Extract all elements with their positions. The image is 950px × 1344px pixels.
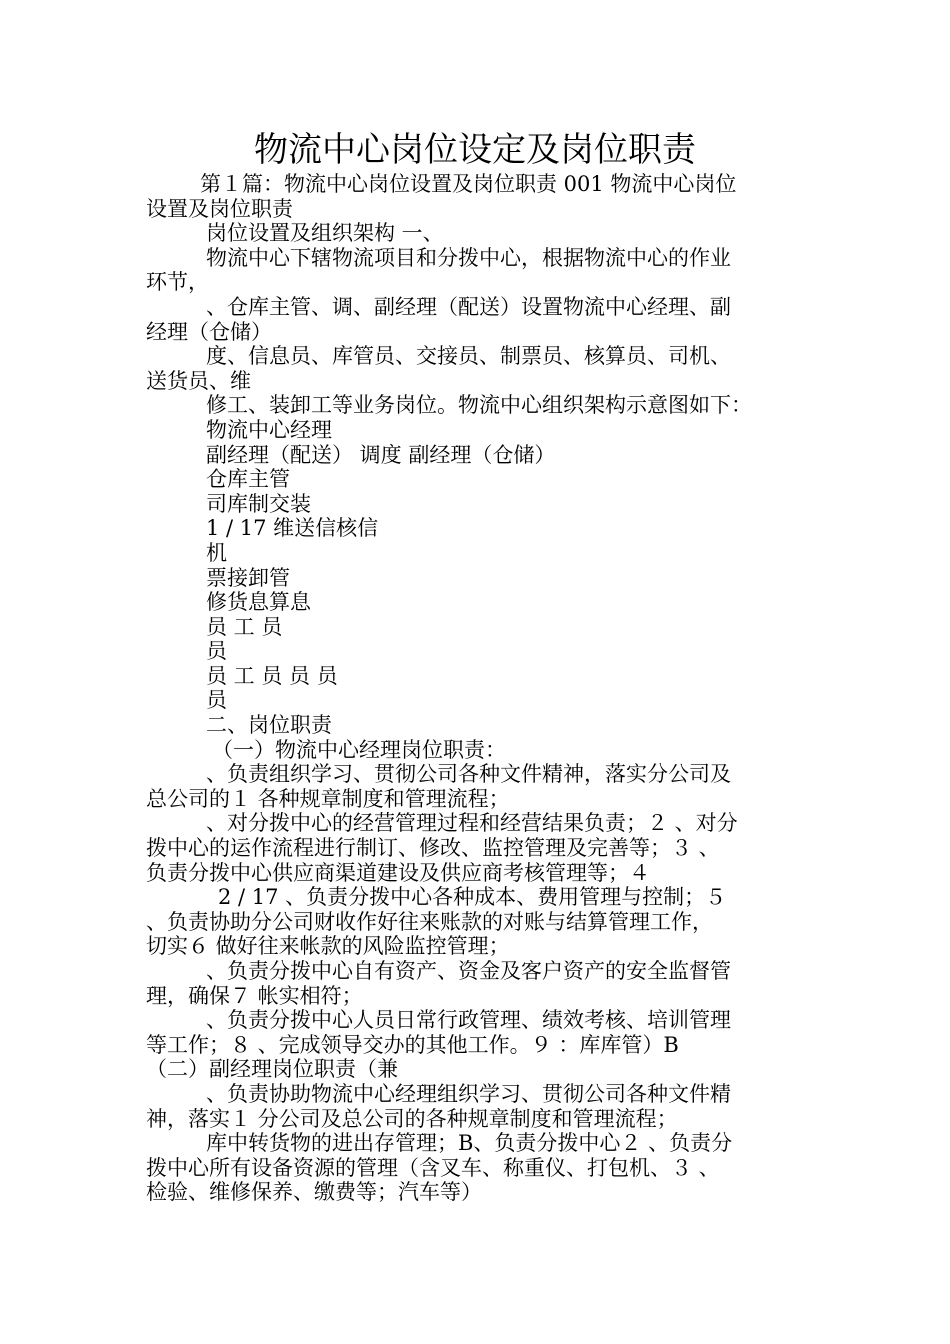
- paragraph-line: 切实６ 做好往来帐款的风险监控管理；: [146, 934, 510, 959]
- paragraph-line: 环节，: [146, 270, 209, 295]
- paragraph-line: 拨中心所有设备资源的管理（含叉车、称重仪、打包机、３ 、: [146, 1155, 720, 1180]
- paragraph-line: 修工、装卸工等业务岗位。物流中心组织架构示意图如下：: [206, 393, 752, 418]
- paragraph-line: 、对分拨中心的经营管理过程和经营结果负责；２ 、对分: [206, 811, 738, 836]
- org-chart-line: 物流中心经理: [206, 417, 332, 442]
- org-chart-line: 副经理（配送） 调度 副经理（仓储）: [206, 442, 556, 467]
- paragraph-line: 等工作；８ 、完成领导交办的其他工作。９ ：库库管）B: [146, 1032, 679, 1057]
- paragraph-line: 理，确保７ 帐实相符；: [146, 983, 363, 1008]
- paragraph-line: 总公司的１ 各种规章制度和管理流程；: [146, 786, 510, 811]
- org-chart-line: 司库制交装: [206, 491, 311, 516]
- subsection-heading: （一）物流中心经理岗位职责：: [212, 737, 506, 762]
- paragraph-line: 拨中心的运作流程进行制订、修改、监控管理及完善等；３ 、: [146, 836, 720, 861]
- paragraph-line: 度、信息员、库管员、交接员、制票员、核算员、司机、: [206, 344, 731, 369]
- paragraph-line: 检验、维修保养、缴费等；汽车等）: [146, 1180, 482, 1205]
- paragraph-line: 设置及岗位职责: [146, 196, 293, 221]
- paragraph-line: 物流中心下辖物流项目和分拨中心，根据物流中心的作业: [206, 245, 731, 270]
- paragraph-line: 、负责分拨中心自有资产、资金及客户资产的安全监督管: [206, 959, 731, 983]
- paragraph-line: 、负责组织学习、贯彻公司各种文件精神，落实分公司及: [206, 762, 731, 787]
- org-chart-line: 机: [206, 540, 227, 565]
- paragraph-line: 、负责协助物流中心经理组织学习、贯彻公司各种文件精: [206, 1081, 731, 1106]
- org-chart-line: 员 工 员: [206, 614, 283, 639]
- subsection-heading: （二）副经理岗位职责（兼: [146, 1057, 398, 1082]
- section-heading: 二、岗位职责: [206, 713, 332, 738]
- org-chart-line: 票接卸管: [206, 565, 290, 590]
- page-marker-line: 2 / 17 、负责分拨中心各种成本、费用管理与控制；５: [218, 885, 727, 910]
- paragraph-line: 神，落实１ 分公司及总公司的各种规章制度和管理流程；: [146, 1106, 678, 1131]
- document-title: 物流中心岗位设定及岗位职责: [254, 130, 696, 170]
- paragraph-line: 、负责分拨中心人员日常行政管理、绩效考核、培训管理: [206, 1008, 731, 1033]
- paragraph-line: 、负责协助分公司财收作好往来账款的对账与结算管理工作，: [146, 909, 713, 934]
- paragraph-line: 经理（仓储）: [146, 319, 272, 344]
- paragraph-line: 库中转货物的进出存管理；B、负责分拨中心２ 、负责分: [206, 1131, 733, 1156]
- org-chart-line: 员: [206, 639, 227, 664]
- org-chart-line: 员 工 员 员 员: [206, 663, 338, 688]
- paragraph-line: 、仓库主管、调、副经理（配送）设置物流中心经理、副: [206, 294, 731, 319]
- org-chart-line: 修货息算息: [206, 590, 311, 615]
- page-marker-line: 1 / 17 维送信核信: [206, 516, 379, 541]
- document-body: [146, 172, 810, 1205]
- paragraph-line: 岗位设置及组织架构 一、: [206, 221, 444, 246]
- paragraph-line: 送货员、维: [146, 368, 251, 393]
- org-chart-line: 员: [206, 688, 227, 713]
- paragraph-line: 负责分拨中心供应商渠道建设及供应商考核管理等；４: [146, 860, 650, 885]
- paragraph-line: 第１篇：物流中心岗位设置及岗位职责 001 物流中心岗位: [200, 172, 737, 196]
- org-chart-line: 仓库主管: [206, 467, 290, 492]
